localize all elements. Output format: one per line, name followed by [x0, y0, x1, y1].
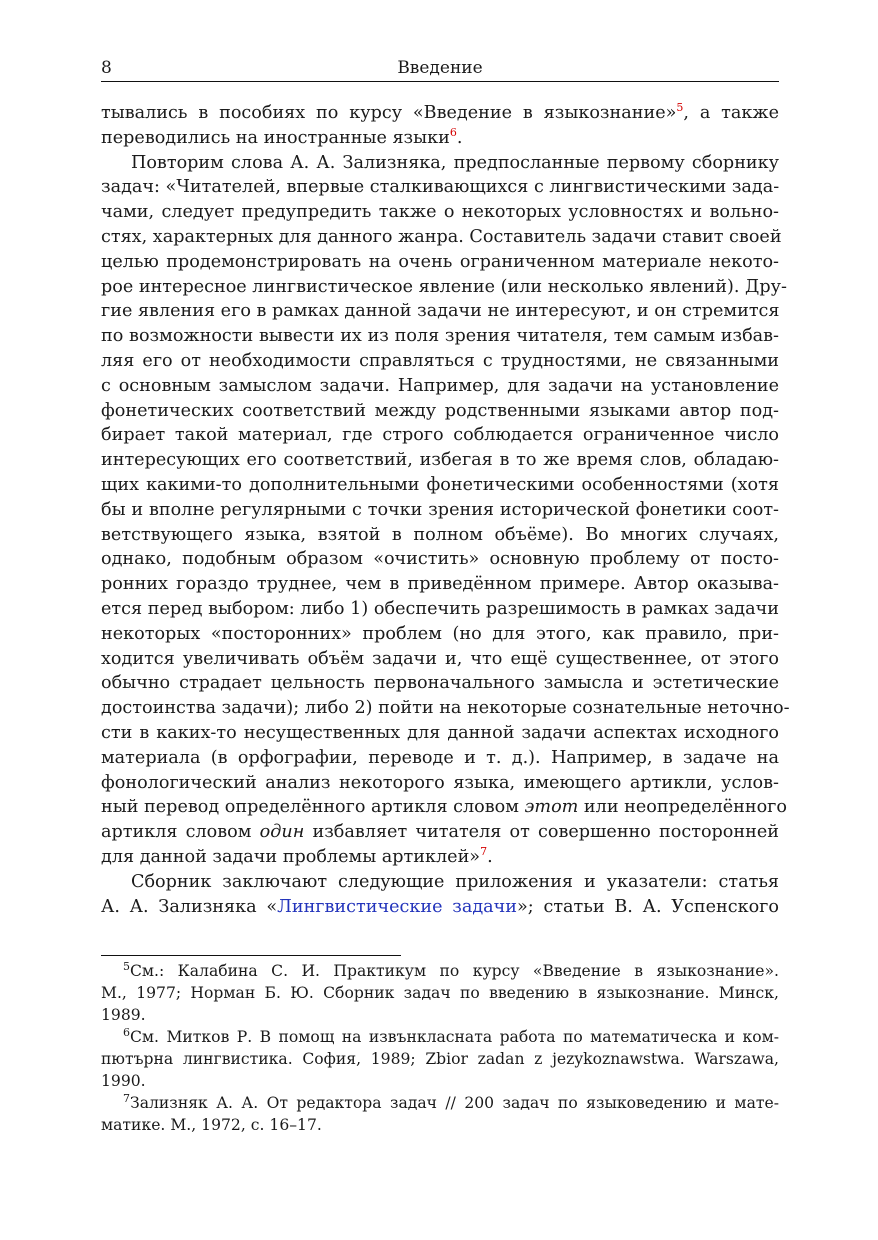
text-line: переводились на иностранные языки$^6$. — [101, 125, 463, 148]
text-line: с основным замыслом задачи. Например, для задачи на установление — [101, 375, 779, 396]
text-line: бирает такой материал, где строго соблюдается ограниченное число — [101, 425, 779, 446]
text-line: обычно страдает цельность первоначального замысла и эстетические — [101, 673, 779, 694]
text-line: стях, характерных для данного жанра. Составитель задачи ставит своей — [101, 226, 782, 247]
footnote-line: 1990. — [101, 1072, 146, 1090]
page-number: 8 — [101, 58, 112, 78]
text-line: ляя его от необходимости справляться с трудностями, не связанными — [101, 350, 779, 371]
text-line: интересующих его соответствий, избегая в то же время слов, обладаю- — [101, 450, 779, 471]
footnote-ref-7[interactable]: 7 — [480, 845, 488, 859]
footnote-ref-5[interactable]: 5 — [676, 101, 684, 115]
footnote-line: $^5$См.: Калабина С. И. Практикум по курсу «Введение в языкознание». — [123, 959, 779, 980]
footnote-7 — [101, 1092, 779, 1136]
footnote-mark: 7 — [123, 1091, 130, 1105]
text-line: целью продемонстрировать на очень ограниченном материале некото- — [101, 251, 779, 272]
running-title: Введение — [397, 58, 483, 78]
text-line: достоинства задачи); либо 2) пойти на некоторые сознательные неточно- — [101, 698, 790, 719]
text-line: материала (в орфографии, переводе и т. д.). Например, в задаче на — [101, 747, 779, 768]
italic-word: один — [259, 822, 305, 843]
text-line: ветствующего языка, взятой в полном объёме). Во многих случаях, — [101, 524, 779, 545]
italic-word: этот — [524, 797, 579, 818]
text-line: фонологический анализ некоторого языка, имеющего артикли, услов- — [101, 772, 779, 793]
text-line: чами, следует предупредить также о некоторых условностях и вольно- — [101, 202, 779, 223]
link-linguistic-problems[interactable]: Лингвистические задачи — [277, 896, 518, 917]
footnote-mark: 6 — [123, 1025, 130, 1039]
text-line: сти в каких-то несущественных для данной задачи аспектах исходного — [101, 722, 779, 743]
footnote-5 — [101, 960, 779, 1026]
footnote-line: $^6$См. Митков Р. В помощ на извънкласната работа по математическа и ком- — [123, 1025, 779, 1046]
text-line: рое интересное лингвистическое явление (или несколько явлений). Дру- — [101, 276, 787, 297]
text-line: ходится увеличивать объём задачи и, что ещё существеннее, от этого — [101, 648, 779, 669]
footnotes — [101, 960, 779, 1136]
footnote-line: пютърна лингвистика. София, 1989; Zbior zadan z jezykoznawstwa. Warszawa, — [101, 1050, 779, 1068]
text-line: Повторим слова А. А. Зализняка, предпосланные первому сборнику — [131, 152, 779, 173]
text-line: гие явления его в рамках данной задачи не интересуют, и он стремится — [101, 301, 780, 322]
footnote-ref-6[interactable]: 6 — [449, 125, 457, 139]
text-line: ный перевод определённого артикля словом этот или неопределённого — [101, 797, 787, 818]
header-rule — [101, 81, 779, 82]
footnote-line: $^7$Зализняк А. А. От редактора задач // 200 задач по языковедению и мате- — [123, 1091, 779, 1112]
text-line: бы и вполне регулярными с точки зрения исторической фонетики соот- — [101, 499, 779, 520]
footnote-6 — [101, 1026, 779, 1092]
text-line: по возможности вывести их из поля зрения читателя, тем самым избав- — [101, 326, 779, 347]
text-line: некоторых «посторонних» проблем (но для этого, как правило, при- — [101, 623, 779, 644]
text-line: фонетических соответствий между родственными языками автор под- — [101, 400, 779, 421]
footnote-line: матике. М., 1972, с. 16–17. — [101, 1116, 322, 1134]
text-line: Сборник заключают следующие приложения и указатели: статья — [131, 871, 779, 892]
text-line: тывались в пособиях по курсу «Введение в языкознание»$^5$, а также — [101, 101, 779, 123]
main-text — [101, 101, 790, 919]
text-line: для данной задачи проблемы артиклей»$^7$. — [101, 845, 493, 867]
text-line: А. А. Зализняка «Лингвистические задачи»; статьи В. А. Успенского — [101, 896, 779, 917]
footnote-mark: 5 — [123, 959, 130, 973]
text-line: щих какими-то дополнительными фонетическими особенностями (хотя — [101, 474, 779, 495]
footnote-line: 1989. — [101, 1006, 146, 1024]
text-line: однако, подобным образом «очистить» основную проблему от посто- — [101, 549, 779, 570]
text-line: ется перед выбором: либо 1) обеспечить разрешимость в рамках задачи — [101, 598, 779, 619]
page-header — [101, 58, 779, 82]
text-line: задач: «Читателей, впервые сталкивающихся с лингвистическими зада- — [101, 177, 780, 198]
text-line: артикля словом один избавляет читателя от совершенно посторонней — [101, 822, 779, 843]
footnote-line: М., 1977; Норман Б. Ю. Сборник задач по введению в языкознание. Минск, — [101, 984, 779, 1002]
text-line: ронних гораздо труднее, чем в приведённом примере. Автор оказыва- — [101, 574, 779, 595]
footnote-rule — [101, 955, 401, 956]
